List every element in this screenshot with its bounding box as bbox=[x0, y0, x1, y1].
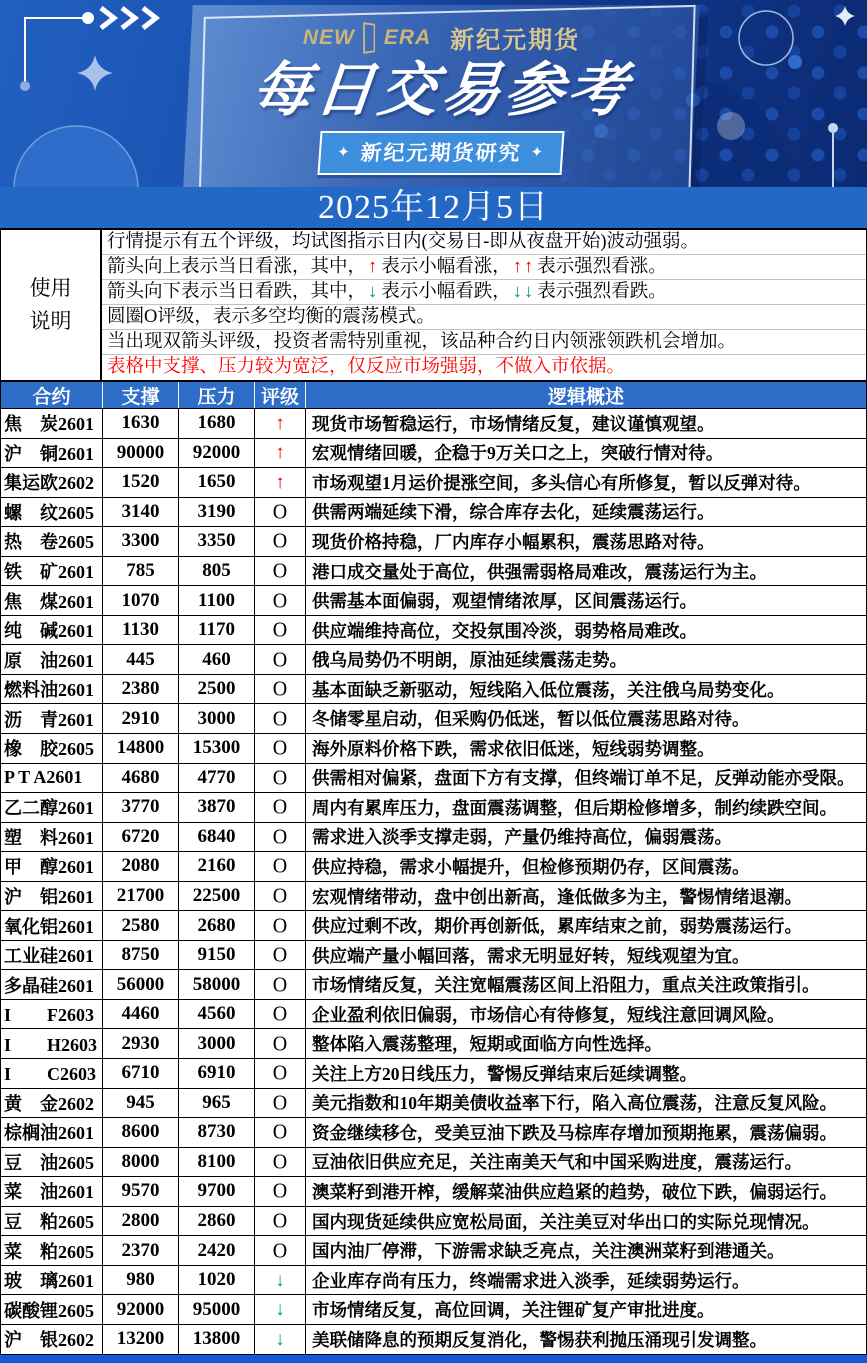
contract-name: 乙二醇2601 bbox=[4, 798, 94, 819]
contract-row bbox=[1, 1207, 866, 1237]
logic-summary: 供需相对偏紧，盘面下方有支撑，但终端订单不足，反弹动能亦受限。 bbox=[305, 764, 866, 793]
pressure-value: 4770 bbox=[178, 764, 254, 793]
page-title: 每日交易参考 bbox=[249, 57, 634, 123]
contract-row bbox=[1, 498, 866, 528]
logic-summary: 关注上方20日线压力，警惕反弹结束后延续调整。 bbox=[305, 1059, 866, 1088]
door-icon bbox=[363, 21, 375, 53]
logic-summary: 宏观情绪回暖，企稳于9万关口之上，突破行情对待。 bbox=[305, 439, 866, 468]
logic-summary: 整体陷入震荡整理，短期或面临方向性选择。 bbox=[305, 1029, 866, 1058]
contract-name: 氧化铝2601 bbox=[4, 916, 94, 937]
pressure-value: 22500 bbox=[178, 882, 254, 911]
contracts-table-body bbox=[1, 409, 866, 1355]
logic-summary: 市场情绪反复，高位回调，关注锂矿复产审批进度。 bbox=[305, 1295, 866, 1324]
pressure-value: 9150 bbox=[178, 941, 254, 970]
rating-cell bbox=[254, 1207, 305, 1236]
pressure-value: 6840 bbox=[178, 823, 254, 852]
logo bbox=[188, 20, 695, 55]
contract-row bbox=[1, 1266, 866, 1296]
contract-name: 铁 矿2601 bbox=[4, 562, 94, 582]
usage-text: 表示小幅看涨， bbox=[381, 257, 511, 277]
rating-cell bbox=[254, 1177, 305, 1206]
contract-name: 橡 胶2605 bbox=[4, 739, 94, 760]
table-header-row bbox=[1, 380, 866, 409]
support-value: 2370 bbox=[102, 1236, 178, 1265]
rating-cell bbox=[254, 498, 305, 527]
research-badge bbox=[318, 131, 565, 175]
pressure-value: 965 bbox=[178, 1089, 254, 1118]
contract-row bbox=[1, 793, 866, 823]
rating-cell bbox=[254, 1266, 305, 1295]
oscillation-circle-icon: O bbox=[272, 677, 288, 702]
rating-cell bbox=[254, 439, 305, 468]
rating-cell bbox=[254, 1148, 305, 1177]
big-circle-left bbox=[14, 126, 138, 187]
usage-line bbox=[102, 355, 866, 380]
pressure-value: 1020 bbox=[178, 1266, 254, 1295]
rating-cell bbox=[254, 1118, 305, 1147]
support-value: 9570 bbox=[102, 1177, 178, 1206]
rating-cell bbox=[254, 557, 305, 586]
rating-cell bbox=[254, 882, 305, 911]
logic-summary: 国内油厂停滞，下游需求缺乏亮点，关注澳洲菜籽到港通关。 bbox=[305, 1236, 866, 1265]
usage-label-line: 使用 bbox=[29, 276, 72, 301]
contract-row bbox=[1, 409, 866, 439]
col-header-contract: 合约 bbox=[32, 386, 71, 408]
contract-name: I C2603 bbox=[4, 1064, 97, 1085]
oscillation-circle-icon: O bbox=[272, 706, 288, 731]
logic-summary: 美联储降息的预期反复消化，警惕获利抛压涌现引发调整。 bbox=[305, 1325, 866, 1354]
contract-name: 螺 纹2605 bbox=[4, 502, 94, 523]
rating-cell bbox=[254, 704, 305, 733]
oscillation-circle-icon: O bbox=[272, 1002, 288, 1027]
oscillation-circle-icon: O bbox=[272, 1090, 288, 1115]
oscillation-circle-icon: O bbox=[272, 943, 288, 967]
logic-summary: 基本面缺乏新驱动，短线陷入低位震荡，关注俄乌局势变化。 bbox=[305, 675, 866, 704]
support-value: 785 bbox=[102, 557, 178, 586]
contract-name: 碳酸锂2605 bbox=[4, 1300, 94, 1321]
oscillation-circle-icon: O bbox=[272, 588, 288, 613]
contract-name: 甲 醇2601 bbox=[4, 857, 94, 878]
oscillation-circle-icon: O bbox=[272, 618, 288, 642]
logic-summary: 市场观望1月运价提涨空间，多头信心有所修复，暂以反弹对待。 bbox=[305, 468, 866, 497]
pressure-value: 2860 bbox=[178, 1207, 254, 1236]
usage-text: 箭头向下表示当日看跌，其中， bbox=[107, 282, 367, 302]
rating-cell bbox=[254, 675, 305, 704]
research-badge-label: 新纪元期货研究 bbox=[360, 142, 523, 165]
chevron-right-icon bbox=[122, 8, 135, 28]
contract-row bbox=[1, 823, 866, 853]
rating-cell bbox=[254, 1325, 305, 1354]
contract-name: 黄 金2602 bbox=[4, 1093, 94, 1114]
contracts-table bbox=[0, 380, 867, 1355]
oscillation-circle-icon: O bbox=[272, 1061, 288, 1086]
pressure-value: 8730 bbox=[178, 1118, 254, 1147]
contract-name: 沪 银2602 bbox=[4, 1330, 94, 1351]
usage-line bbox=[102, 280, 866, 305]
support-value: 4680 bbox=[102, 764, 178, 793]
sparkle-icon: ✦ bbox=[336, 144, 353, 161]
logic-summary: 海外原料价格下跌，需求依旧低迷，短线弱势调整。 bbox=[305, 734, 866, 763]
usage-line bbox=[102, 230, 866, 255]
support-value: 2910 bbox=[102, 704, 178, 733]
contract-row bbox=[1, 764, 866, 794]
date-bar bbox=[0, 187, 867, 230]
rating-cell bbox=[254, 1236, 305, 1265]
contract-name: 焦 煤2601 bbox=[4, 591, 94, 612]
contract-row bbox=[1, 1295, 866, 1325]
oscillation-circle-icon: O bbox=[272, 736, 288, 761]
up-arrow-icon: ↑ bbox=[275, 471, 285, 493]
down-arrow-icon: ↓ bbox=[275, 1299, 285, 1321]
logic-summary: 供需基本面偏弱，观望情绪浓厚，区间震荡运行。 bbox=[305, 586, 866, 615]
contract-row bbox=[1, 557, 866, 587]
oscillation-circle-icon: O bbox=[272, 1120, 288, 1145]
rating-cell bbox=[254, 527, 305, 556]
down-arrow-icon: ↓ bbox=[368, 282, 380, 302]
usage-line bbox=[102, 330, 866, 355]
support-value: 8600 bbox=[102, 1118, 178, 1147]
support-value: 56000 bbox=[102, 970, 178, 999]
oscillation-circle-icon: O bbox=[272, 500, 288, 524]
usage-text: 箭头向上表示当日看涨，其中， bbox=[107, 257, 367, 277]
logic-summary: 俄乌局势仍不明朗，原油延续震荡走势。 bbox=[305, 645, 866, 674]
col-header-rating: 评级 bbox=[254, 382, 305, 408]
support-value: 1070 bbox=[102, 586, 178, 615]
logic-summary: 美元指数和10年期美债收益率下行，陷入高位震荡，注意反复风险。 bbox=[305, 1089, 866, 1118]
pressure-value: 15300 bbox=[178, 734, 254, 763]
contract-name: 沥 青2601 bbox=[4, 709, 94, 730]
contract-name: 棕榈油2601 bbox=[4, 1123, 94, 1144]
contract-name: I H2603 bbox=[4, 1034, 98, 1055]
rating-cell bbox=[254, 586, 305, 615]
report-date: 2025年12月5日 bbox=[318, 189, 549, 226]
banner bbox=[0, 0, 867, 187]
support-value: 3140 bbox=[102, 498, 178, 527]
support-value: 2080 bbox=[102, 852, 178, 881]
logic-summary: 国内现货延续供应宽松局面，关注美豆对华出口的实际兑现情况。 bbox=[305, 1207, 866, 1236]
contract-name: 集运欧2602 bbox=[4, 473, 94, 494]
rating-cell bbox=[254, 616, 305, 645]
chevron-right-icon bbox=[101, 8, 114, 28]
contract-row bbox=[1, 1059, 866, 1089]
pressure-value: 6910 bbox=[178, 1059, 254, 1088]
usage-text: 表示小幅看跌， bbox=[381, 282, 511, 302]
contract-row bbox=[1, 970, 866, 1000]
support-value: 2800 bbox=[102, 1207, 178, 1236]
usage-text: 行情提示有五个评级，均试图指示日内(交易日-即从夜盘开始)波动强弱。 bbox=[107, 232, 699, 252]
contract-row bbox=[1, 1325, 866, 1355]
oscillation-circle-icon: O bbox=[272, 795, 288, 820]
contract-row bbox=[1, 468, 866, 498]
oscillation-circle-icon: O bbox=[272, 765, 288, 790]
rating-cell bbox=[254, 468, 305, 497]
pressure-value: 1650 bbox=[178, 468, 254, 497]
support-value: 6720 bbox=[102, 823, 178, 852]
rating-cell bbox=[254, 764, 305, 793]
col-header-support: 支撑 bbox=[102, 382, 178, 408]
support-value: 2930 bbox=[102, 1029, 178, 1058]
pressure-value: 3870 bbox=[178, 793, 254, 822]
contract-row bbox=[1, 1089, 866, 1119]
oscillation-circle-icon: O bbox=[272, 647, 288, 672]
support-value: 21700 bbox=[102, 882, 178, 911]
contract-row bbox=[1, 852, 866, 882]
logic-summary: 供需两端延续下滑，综合库存去化，延续震荡运行。 bbox=[305, 498, 866, 527]
contract-row bbox=[1, 734, 866, 764]
sparkle-icon: ✦ bbox=[530, 144, 547, 161]
rating-cell bbox=[254, 852, 305, 881]
usage-instructions bbox=[0, 230, 867, 380]
contract-row bbox=[1, 439, 866, 469]
support-value: 2380 bbox=[102, 675, 178, 704]
support-value: 4460 bbox=[102, 1000, 178, 1029]
logic-summary: 企业盈利依旧偏弱，市场信心有待修复，短线注意回调风险。 bbox=[305, 1000, 866, 1029]
contract-row bbox=[1, 1177, 866, 1207]
contract-row bbox=[1, 1148, 866, 1178]
rating-cell bbox=[254, 409, 305, 438]
contract-row bbox=[1, 941, 866, 971]
rating-cell bbox=[254, 1000, 305, 1029]
oscillation-circle-icon: O bbox=[272, 884, 288, 908]
oscillation-circle-icon: O bbox=[272, 854, 288, 879]
bottom-bar bbox=[0, 1355, 867, 1363]
rating-cell bbox=[254, 1295, 305, 1324]
down-arrow-icon: ↓ bbox=[275, 1328, 285, 1350]
oscillation-circle-icon: O bbox=[272, 1238, 288, 1263]
oscillation-circle-icon: O bbox=[272, 1031, 288, 1056]
contract-row bbox=[1, 527, 866, 557]
pressure-value: 95000 bbox=[178, 1295, 254, 1324]
pressure-value: 2420 bbox=[178, 1236, 254, 1265]
contract-name: P T A2601 bbox=[4, 767, 83, 788]
rating-cell bbox=[254, 1089, 305, 1118]
usage-text: 表示强烈看涨。 bbox=[537, 257, 667, 277]
up-arrow-icon: ↑ bbox=[275, 412, 285, 434]
contract-name: 豆 油2605 bbox=[4, 1152, 94, 1173]
logic-summary: 周内有累库压力，盘面震荡调整，但后期检修增多，制约续跌空间。 bbox=[305, 793, 866, 822]
up-arrow-icon: ↑↑ bbox=[512, 257, 536, 277]
support-value: 1520 bbox=[102, 468, 178, 497]
col-header-pressure: 压力 bbox=[178, 382, 254, 408]
logic-summary: 需求进入淡季支撑走弱，产量仍维持高位，偏弱震荡。 bbox=[305, 823, 866, 852]
rating-cell bbox=[254, 823, 305, 852]
support-value: 3770 bbox=[102, 793, 178, 822]
chevron-right-icon bbox=[143, 8, 156, 28]
contract-row bbox=[1, 1000, 866, 1030]
support-value: 92000 bbox=[102, 1295, 178, 1324]
logic-summary: 现货价格持稳，厂内库存小幅累积，震荡思路对待。 bbox=[305, 527, 866, 556]
support-value: 1130 bbox=[102, 616, 178, 645]
pressure-value: 805 bbox=[178, 557, 254, 586]
pressure-value: 3000 bbox=[178, 704, 254, 733]
contract-row bbox=[1, 645, 866, 675]
support-value: 445 bbox=[102, 645, 178, 674]
oscillation-circle-icon: O bbox=[272, 825, 288, 849]
support-value: 6710 bbox=[102, 1059, 178, 1088]
contract-row bbox=[1, 704, 866, 734]
support-value: 945 bbox=[102, 1089, 178, 1118]
usage-text: 当出现双箭头评级，投资者需特别重视，该品种合约日内领涨领跌机会增加。 bbox=[107, 332, 737, 352]
pressure-value: 92000 bbox=[178, 439, 254, 468]
pressure-value: 1100 bbox=[178, 586, 254, 615]
rating-cell bbox=[254, 1029, 305, 1058]
pressure-value: 9700 bbox=[178, 1177, 254, 1206]
pressure-value: 2500 bbox=[178, 675, 254, 704]
logo-era-text: ERA bbox=[383, 25, 432, 49]
pressure-value: 3350 bbox=[178, 527, 254, 556]
usage-lines bbox=[102, 230, 866, 380]
contract-name: 塑 料2601 bbox=[4, 827, 94, 848]
pressure-value: 58000 bbox=[178, 970, 254, 999]
oscillation-circle-icon: O bbox=[272, 1179, 288, 1204]
usage-label-line: 说明 bbox=[29, 309, 72, 333]
support-value: 8000 bbox=[102, 1148, 178, 1177]
pressure-value: 3000 bbox=[178, 1029, 254, 1058]
oscillation-circle-icon: O bbox=[272, 972, 288, 997]
contract-name: 菜 油2601 bbox=[4, 1182, 94, 1203]
logic-summary: 澳菜籽到港开榨，缓解菜油供应趋紧的趋势，破位下跌，偏弱运行。 bbox=[305, 1177, 866, 1206]
contract-name: 沪 铜2601 bbox=[4, 443, 94, 464]
usage-text: 表示强烈看跌。 bbox=[537, 282, 667, 302]
contract-row bbox=[1, 616, 866, 646]
logic-summary: 企业库存尚有压力，终端需求进入淡季，延续弱势运行。 bbox=[305, 1266, 866, 1295]
pressure-value: 4560 bbox=[178, 1000, 254, 1029]
logic-summary: 豆油依旧供应充足，关注南美天气和中国采购进度，震荡运行。 bbox=[305, 1148, 866, 1177]
oscillation-circle-icon: O bbox=[272, 1150, 288, 1174]
contract-name: 多晶硅2601 bbox=[4, 975, 94, 996]
oscillation-circle-icon: O bbox=[272, 913, 288, 938]
pressure-value: 460 bbox=[178, 645, 254, 674]
usage-text: 圆圈O评级，表示多空均衡的震荡模式。 bbox=[107, 307, 435, 327]
contract-row bbox=[1, 1236, 866, 1266]
pressure-value: 8100 bbox=[178, 1148, 254, 1177]
oscillation-circle-icon: O bbox=[272, 529, 288, 554]
contract-name: 沪 铝2601 bbox=[4, 887, 94, 908]
support-value: 3300 bbox=[102, 527, 178, 556]
oscillation-circle-icon: O bbox=[272, 1209, 288, 1233]
contract-name: 热 卷2605 bbox=[4, 532, 94, 553]
support-value: 2580 bbox=[102, 911, 178, 940]
rating-cell bbox=[254, 793, 305, 822]
logic-summary: 冬储零星启动，但采购仍低迷，暂以低位震荡思路对待。 bbox=[305, 704, 866, 733]
support-value: 13200 bbox=[102, 1325, 178, 1354]
usage-line bbox=[102, 305, 866, 330]
logic-summary: 供应端维持高位，交投氛围冷淡，弱势格局难改。 bbox=[305, 616, 866, 645]
logic-summary: 市场情绪反复，关注宽幅震荡区间上沿阻力，重点关注政策指引。 bbox=[305, 970, 866, 999]
pressure-value: 1680 bbox=[178, 409, 254, 438]
rating-cell bbox=[254, 1059, 305, 1088]
down-arrow-icon: ↓↓ bbox=[512, 282, 536, 302]
usage-label bbox=[1, 230, 102, 380]
contract-row bbox=[1, 586, 866, 616]
gray-circle-icon bbox=[717, 112, 745, 140]
pressure-value: 2160 bbox=[178, 852, 254, 881]
contract-name: 豆 粕2605 bbox=[4, 1212, 94, 1233]
logic-summary: 港口成交量处于高位，供强需弱格局难改，震荡运行为主。 bbox=[305, 557, 866, 586]
rating-cell bbox=[254, 970, 305, 999]
support-value: 8750 bbox=[102, 941, 178, 970]
rating-cell bbox=[254, 911, 305, 940]
support-value: 1630 bbox=[102, 409, 178, 438]
contract-row bbox=[1, 882, 866, 912]
rating-cell bbox=[254, 645, 305, 674]
pressure-value: 13800 bbox=[178, 1325, 254, 1354]
support-value: 980 bbox=[102, 1266, 178, 1295]
contract-name: 玻 璃2601 bbox=[4, 1271, 94, 1292]
logo-company-name: 新纪元期货 bbox=[450, 27, 581, 54]
contract-name: I F2603 bbox=[4, 1005, 94, 1026]
up-arrow-icon: ↑ bbox=[275, 442, 285, 464]
up-arrow-icon: ↑ bbox=[368, 257, 380, 277]
rating-cell bbox=[254, 941, 305, 970]
contract-name: 菜 粕2605 bbox=[4, 1241, 94, 1262]
pressure-value: 3190 bbox=[178, 498, 254, 527]
oscillation-circle-icon: O bbox=[272, 559, 288, 583]
contract-name: 原 油2601 bbox=[4, 650, 94, 671]
logic-summary: 供应过剩不改，期价再创新低，累库结束之前，弱势震荡运行。 bbox=[305, 911, 866, 940]
contract-name: 焦 炭2601 bbox=[4, 414, 94, 435]
contract-name: 燃料油2601 bbox=[4, 680, 94, 701]
contract-row bbox=[1, 1118, 866, 1148]
contract-name: 纯 碱2601 bbox=[4, 621, 94, 642]
disclaimer-text: 表格中支撑、压力较为宽泛，仅反应市场强弱，不做入市依据。 bbox=[107, 357, 626, 377]
contract-row bbox=[1, 675, 866, 705]
contract-row bbox=[1, 911, 866, 941]
logic-summary: 供应端产量小幅回落，需求无明显好转，短线观望为宜。 bbox=[305, 941, 866, 970]
rating-cell bbox=[254, 734, 305, 763]
usage-line bbox=[102, 255, 866, 280]
logic-summary: 现货市场暂稳运行，市场情绪反复，建议谨慎观望。 bbox=[305, 409, 866, 438]
down-arrow-icon: ↓ bbox=[275, 1269, 285, 1291]
support-value: 90000 bbox=[102, 439, 178, 468]
logo-new-text: NEW bbox=[302, 25, 355, 49]
corner-line-icon bbox=[25, 18, 84, 84]
col-header-logic-summary: 逻辑概述 bbox=[305, 382, 866, 408]
pressure-value: 2680 bbox=[178, 911, 254, 940]
sparkle-icon bbox=[77, 55, 113, 91]
logic-summary: 宏观情绪带动，盘中创出新高，逢低做多为主，警惕情绪退潮。 bbox=[305, 882, 866, 911]
contract-name: 工业硅2601 bbox=[4, 946, 94, 967]
logic-summary: 资金继续移仓，受美豆油下跌及马棕库存增加预期拖累，震荡偏弱。 bbox=[305, 1118, 866, 1147]
contract-row bbox=[1, 1029, 866, 1059]
logic-summary: 供应持稳，需求小幅提升，但检修预期仍存，区间震荡。 bbox=[305, 852, 866, 881]
support-value: 14800 bbox=[102, 734, 178, 763]
pressure-value: 1170 bbox=[178, 616, 254, 645]
